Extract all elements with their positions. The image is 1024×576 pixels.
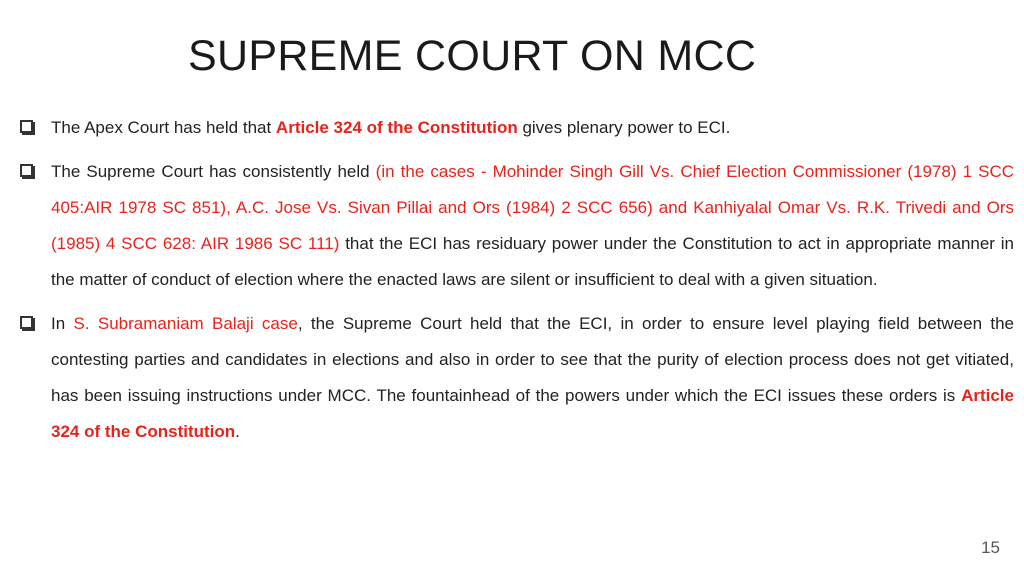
bullet-item-2: [18, 154, 1014, 298]
slide-title: SUPREME COURT ON MCC: [188, 32, 757, 80]
bullet-text: .: [235, 422, 240, 441]
bullet-text: The Apex Court has held that: [51, 118, 276, 137]
case-citations-highlight: (in the cases - Mohinder Singh Gill Vs. Chief Election Commissioner (1978) 1 SCC 405:AIR 1978 SC 851), A.C. Jose Vs. Sivan Pillai and Ors (1984) 2 SCC 656) and Kanhiyalal Omar Vs. R.K. Trivedi and Ors (1985) 4 SCC 628: AIR 1986 SC 111): [51, 162, 1014, 253]
bullet-item-1: [18, 110, 1014, 146]
checkbox-bullet-icon: [20, 316, 33, 329]
bullet-item-3: [18, 306, 1014, 450]
checkbox-bullet-icon: [20, 164, 33, 177]
bullet-list: [18, 110, 1014, 450]
bullet-text: , the Supreme Court held that the ECI, in order to ensure level playing field between the contesting parties and candidates in elections and also in order to see that the purity of election process does not get vitiated, has been issuing instructions under MCC. The fountainhead of the powers under which the ECI issues these orders is: [51, 314, 1014, 405]
bullet-text: that the ECI has residuary power under the Constitution to act in appropriate manner in the matter of conduct of election where the enacted laws are silent or insufficient to deal with a given situation.: [51, 234, 1014, 289]
page-number: 15: [981, 538, 1000, 557]
bullet-text: In: [51, 314, 74, 333]
bullet-text: The Supreme Court has consistently held: [51, 162, 376, 181]
case-name-highlight: S. Subramaniam Balaji case: [73, 314, 298, 333]
article-324-highlight: Article 324 of the Constitution: [51, 386, 1014, 441]
checkbox-bullet-icon: [20, 120, 33, 133]
article-324-highlight: Article 324 of the Constitution: [275, 118, 518, 137]
bullet-text: gives plenary power to ECI.: [517, 118, 731, 137]
